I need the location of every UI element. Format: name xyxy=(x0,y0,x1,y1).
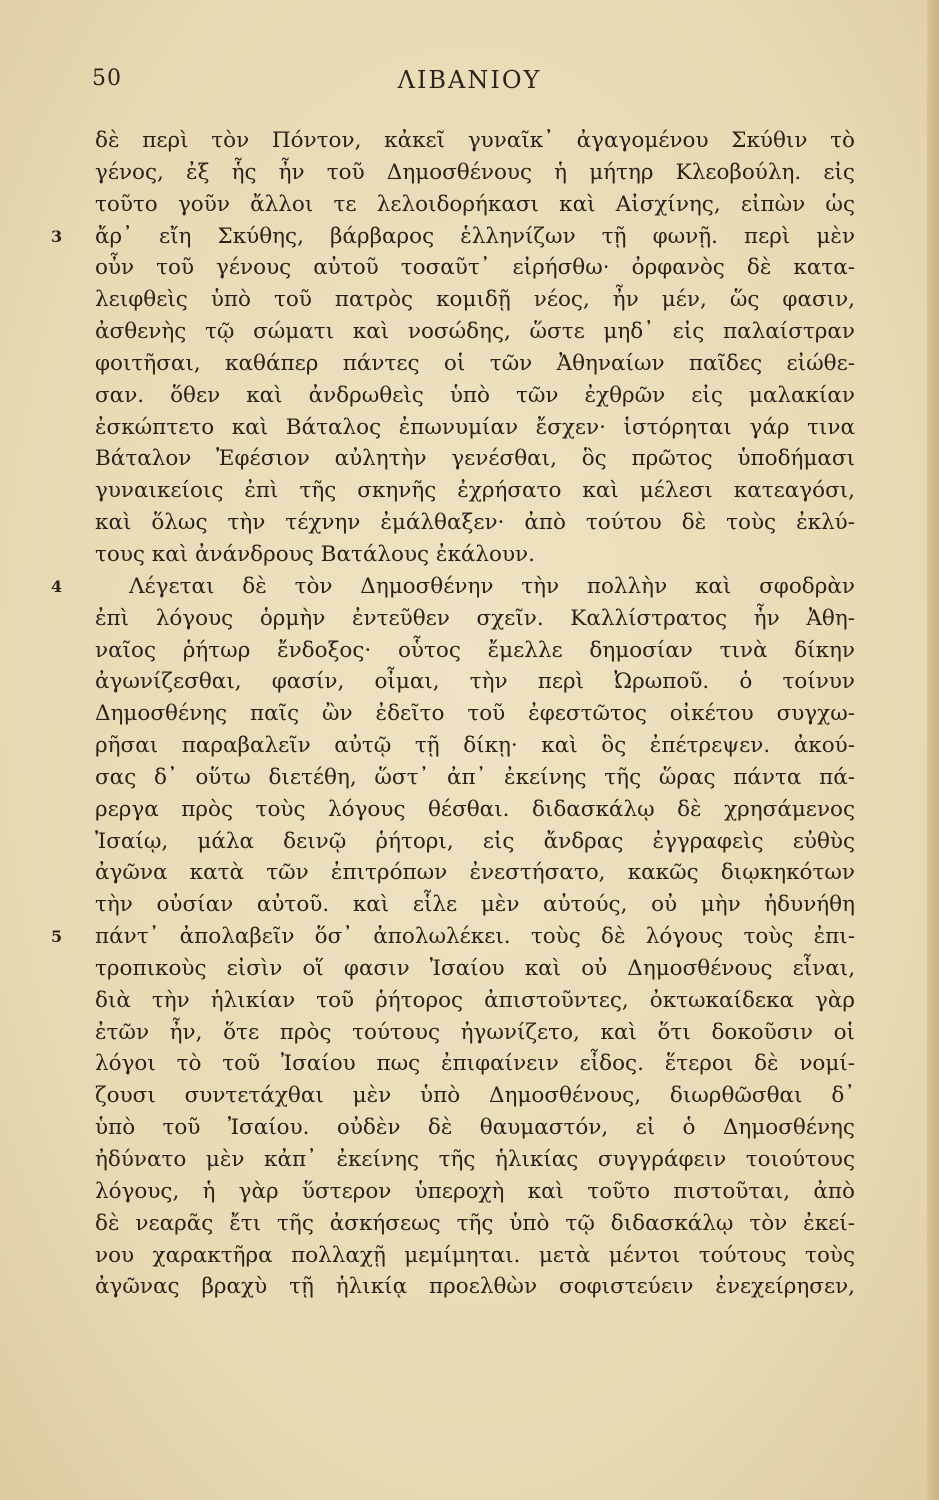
line-text: τους καὶ ἀνάνδρους Βατάλους ἐκάλουν. xyxy=(95,541,535,567)
text-line xyxy=(51,221,856,253)
line-text: οὖν τοῦ γένους αὐτοῦ τοσαῦτ᾽ εἰρήσθω· ὀρφανὸς δὲ κατα- xyxy=(95,255,856,281)
line-text: Ἰσαίῳ, μάλα δεινῷ ῥήτορι, εἰς ἄνδρας ἐγγραφεὶς εὐθὺς xyxy=(95,828,856,854)
line-text: τροπικοὺς εἰσὶν οἵ φασιν Ἰσαίου καὶ οὐ Δημοσθένους εἶναι, xyxy=(95,955,856,981)
line-text: ἄρ᾽ εἴη Σκύθης, βάρβαρος ἑλληνίζων τῇ φωνῇ. περὶ μὲν xyxy=(95,223,856,249)
text-line xyxy=(95,380,855,412)
text-line xyxy=(95,826,855,858)
text-line xyxy=(95,1240,855,1272)
text-line xyxy=(95,348,855,380)
text-line xyxy=(95,443,855,475)
text-line xyxy=(95,730,855,762)
text-line xyxy=(95,794,855,826)
main-text xyxy=(51,125,856,1303)
line-text: ρεργα πρὸς τοὺς λόγους θέσθαι. διδασκάλῳ δὲ χρησάμενος xyxy=(95,796,856,822)
line-text: ρῆσαι παραβαλεῖν αὐτῷ τῇ δίκῃ· καὶ ὃς ἐπέτρεψεν. ἀκού- xyxy=(95,733,855,759)
text-line xyxy=(95,189,855,221)
line-text: ἀσθενὴς τῷ σώματι καὶ νοσώδης, ὥστε μηδ᾽ εἰς παλαίστραν xyxy=(95,319,856,345)
line-text: φοιτῆσαι, καθάπερ πάντες οἱ τῶν Ἀθηναίων παῖδες εἰώθε- xyxy=(95,350,855,376)
line-text: ἀγωνίζεσθαι, φασίν, οἶμαι, τὴν περὶ Ὠρωποῦ. ὁ τοίνυν xyxy=(95,669,855,695)
section-number: 3 xyxy=(51,226,63,246)
text-line xyxy=(95,1208,855,1240)
line-text: Λέγεται δὲ τὸν Δημοσθένην τὴν πολλὴν καὶ σφοδρὰν xyxy=(129,573,855,599)
line-text: ἀγῶνα κατὰ τῶν ἐπιτρόπων ἐνεστήσατο, κακῶς διῳκηκότων xyxy=(95,860,855,886)
text-line xyxy=(95,635,855,667)
text-line xyxy=(95,857,855,889)
text-line xyxy=(95,284,855,316)
text-line xyxy=(95,475,855,507)
text-line xyxy=(95,762,855,794)
text-line xyxy=(95,953,855,985)
text-line xyxy=(95,316,855,348)
page-header xyxy=(0,66,939,100)
line-text: δὲ περὶ τὸν Πόντον, κἀκεῖ γυναῖκ᾽ ἀγαγομένου Σκύθιν τὸ xyxy=(95,128,855,153)
line-text: πάντ᾽ ἀπολαβεῖν ὅσ᾽ ἀπολωλέκει. τοὺς δὲ λόγους τοὺς ἐπι- xyxy=(95,924,855,950)
text-line xyxy=(95,889,855,921)
text-line xyxy=(95,985,855,1017)
line-text: Βάταλον Ἐφέσιον αὐλητὴν γενέσθαι, ὃς πρῶτος ὑποδήμασι xyxy=(95,446,856,472)
running-title: ΛΙΒΑΝΙΟΥ xyxy=(397,66,542,94)
line-text: ὑπὸ τοῦ Ἰσαίου. οὐδὲν δὲ θαυμαστόν, εἰ ὁ Δημοσθένης xyxy=(95,1115,855,1141)
line-text: Δημοσθένης παῖς ὢν ἐδεῖτο τοῦ ἐφεστῶτος οἰκέτου συγχω- xyxy=(95,701,855,727)
text-line xyxy=(51,921,855,953)
text-line xyxy=(95,666,855,698)
line-text: νου χαρακτῆρα πολλαχῇ μεμίμηται. μετὰ μέντοι τούτους τοὺς xyxy=(95,1242,855,1268)
text-line xyxy=(95,157,855,189)
text-line xyxy=(95,125,855,157)
text-line xyxy=(95,603,855,635)
line-text: ἐπὶ λόγους ὁρμὴν ἐντεῦθεν σχεῖν. Καλλίστρατος ἦν Ἀθη- xyxy=(95,605,856,631)
text-line xyxy=(95,1271,855,1303)
text-line xyxy=(51,571,855,603)
section-number: 4 xyxy=(51,576,63,596)
line-text: λόγους, ἡ γὰρ ὕστερον ὑπεροχὴ καὶ τοῦτο πιστοῦται, ἀπὸ xyxy=(95,1178,855,1204)
line-text: ἀγῶνας βραχὺ τῇ ἡλικίᾳ προελθὼν σοφιστεύειν ἐνεχείρησεν, xyxy=(95,1274,855,1300)
text-line xyxy=(95,1048,855,1080)
line-text: ἠδύνατο μὲν κἀπ᾽ ἐκείνης τῆς ἡλικίας συγγράφειν τοιούτους xyxy=(95,1147,856,1172)
text-line xyxy=(95,507,855,539)
line-text: καὶ ὅλως τὴν τέχνην ἐμάλθαξεν· ἀπὸ τούτου δὲ τοὺς ἐκλύ- xyxy=(95,510,856,536)
line-text: ἐσκώπτετο καὶ Βάταλος ἐπωνυμίαν ἔσχεν· ἱστόρηται γάρ τινα xyxy=(95,414,855,440)
text-line xyxy=(95,539,855,571)
line-text: λόγοι τὸ τοῦ Ἰσαίου πως ἐπιφαίνειν εἶδος. ἕτεροι δὲ νομί- xyxy=(95,1051,856,1077)
text-line xyxy=(95,1144,855,1176)
line-text: γένος, ἐξ ἧς ἦν τοῦ Δημοσθένους ἡ μήτηρ Κλεοβούλη. εἰς xyxy=(95,159,855,185)
line-text: ζουσι συντετάχθαι μὲν ὑπὸ Δημοσθένους, διωρθῶσθαι δ᾽ xyxy=(95,1083,856,1109)
line-text: ναῖος ῥήτωρ ἔνδοξος· οὗτος ἔμελλε δημοσίαν τινὰ δίκην xyxy=(95,637,856,663)
line-text: σας δ᾽ οὕτω διετέθη, ὥστ᾽ ἀπ᾽ ἐκείνης τῆς ὥρας πάντα πά- xyxy=(95,764,855,790)
line-text: λειφθεὶς ὑπὸ τοῦ πατρὸς κομιδῇ νέος, ἦν μέν, ὥς φασιν, xyxy=(95,287,856,313)
line-text: τὴν οὐσίαν αὐτοῦ. καὶ εἷλε μὲν αὐτούς, οὐ μὴν ἠδυνήθη xyxy=(95,892,855,918)
page-number: 50 xyxy=(92,66,122,91)
text-line xyxy=(95,1080,855,1112)
text-line xyxy=(95,1176,855,1208)
text-line xyxy=(95,1017,855,1049)
text-line xyxy=(95,252,855,284)
line-text: τοῦτο γοῦν ἄλλοι τε λελοιδορήκασι καὶ Αἰσχίνης, εἰπὼν ὡς xyxy=(95,191,855,217)
text-line xyxy=(95,698,855,730)
line-text: γυναικείοις ἐπὶ τῆς σκηνῆς ἐχρήσατο καὶ μέλεσι κατεαγόσι, xyxy=(95,478,856,504)
text-line xyxy=(95,1112,855,1144)
line-text: δὲ νεαρᾶς ἔτι τῆς ἀσκήσεως τῆς ὑπὸ τῷ διδασκάλῳ τὸν ἐκεί- xyxy=(95,1210,855,1236)
page-edge xyxy=(927,0,939,1500)
line-text: διὰ τὴν ἡλικίαν τοῦ ῥήτορος ἀπιστοῦντες, ὀκτωκαίδεκα γὰρ xyxy=(95,987,856,1013)
line-text: ἐτῶν ἦν, ὅτε πρὸς τούτους ἠγωνίζετο, καὶ ὅτι δοκοῦσιν οἱ xyxy=(95,1019,855,1045)
section-number: 5 xyxy=(51,927,63,947)
text-line xyxy=(95,412,855,444)
line-text: σαν. ὅθεν καὶ ἀνδρωθεὶς ὑπὸ τῶν ἐχθρῶν εἰς μαλακίαν xyxy=(95,382,855,408)
